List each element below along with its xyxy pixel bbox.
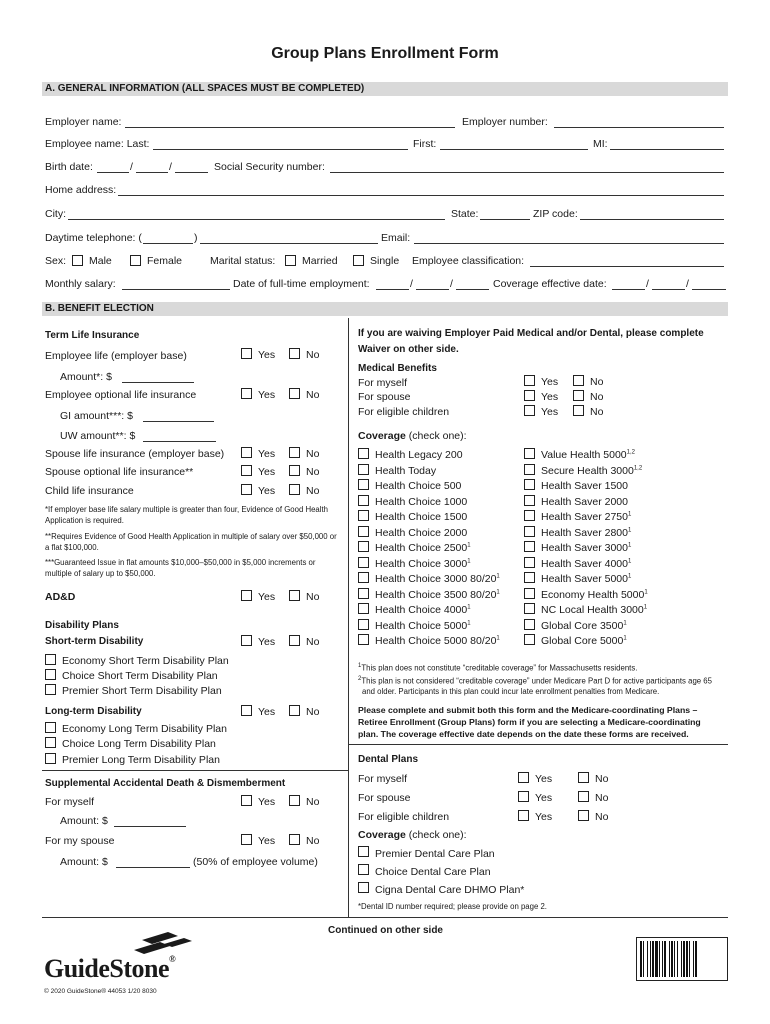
- medical-right-plan-checkbox[interactable]: [524, 479, 535, 490]
- medical-left-plan-checkbox[interactable]: [358, 464, 369, 475]
- notice-1: Please complete and submit both this form and the Medicare-coordinating Plans –: [358, 705, 698, 715]
- salary-field[interactable]: [122, 289, 230, 290]
- guidestone-logo: [44, 954, 175, 984]
- yes-label: Yes: [258, 706, 276, 718]
- spouse-life-yes-checkbox[interactable]: [241, 447, 252, 458]
- spouse-life-no-checkbox[interactable]: [289, 447, 300, 458]
- child-life-no-checkbox[interactable]: [289, 484, 300, 495]
- phone-field[interactable]: [200, 243, 378, 244]
- state-field[interactable]: [480, 219, 530, 220]
- barcode-bar: [659, 941, 660, 977]
- dental-spouse-label: For spouse: [358, 792, 411, 804]
- st-plan-checkbox[interactable]: [45, 684, 56, 695]
- medical-right-plan-label: Economy Health 5000$^1$: [541, 588, 648, 601]
- medical-left-plan-label: Health Choice 4000$^1$: [375, 604, 471, 616]
- barcode-icon: [636, 937, 728, 981]
- yes-label: Yes: [258, 485, 276, 497]
- medical-right-plan-checkbox[interactable]: [524, 619, 535, 630]
- female-checkbox[interactable]: [130, 255, 141, 266]
- footnote-ref: 1: [496, 573, 500, 580]
- medical-right-plan-checkbox[interactable]: [524, 603, 535, 614]
- barcode-bar: [643, 941, 644, 977]
- footnote-ref: 1,2: [626, 449, 635, 456]
- footnote-ref: 1: [627, 542, 632, 549]
- gi-amount-label: GI amount***: $: [60, 410, 133, 422]
- coverage-date-label: Coverage effective date:: [493, 278, 607, 290]
- no-label: No: [306, 389, 320, 401]
- city-field[interactable]: [68, 219, 445, 220]
- no-label: No: [306, 349, 320, 361]
- slash: /: [410, 278, 413, 290]
- footnote-ref: 1: [467, 558, 471, 564]
- fn-sup: 1: [358, 663, 362, 669]
- footnote-ref: 1: [627, 573, 632, 580]
- birth-date-label: Birth date:: [45, 161, 93, 173]
- medical-left-plan-checkbox[interactable]: [358, 510, 369, 521]
- dental-note: *Dental ID number required; please provide on page 2.: [358, 902, 547, 911]
- yes-label: Yes: [258, 636, 276, 648]
- medical-right-plan-label: Health Saver 5000$^1$: [541, 573, 632, 585]
- dental-plan-label: Cigna Dental Care DHMO Plan*: [375, 884, 525, 896]
- paren: ): [194, 232, 198, 244]
- medical-left-plan-label: Health Choice 5000$^1$: [375, 619, 471, 632]
- add-heading: AD&D: [45, 591, 76, 603]
- footnote-ref: 1: [627, 511, 632, 518]
- married-label: Married: [302, 255, 338, 267]
- supp-heading: Supplemental Accidental Death & Dismemberment: [45, 778, 286, 789]
- slash: /: [130, 161, 133, 173]
- yes-label: Yes: [258, 591, 276, 603]
- med-myself-yes-checkbox[interactable]: [524, 375, 535, 386]
- medical-left-plan-label: Health Choice 3000 $80/20^1$: [375, 573, 500, 585]
- medical-right-plan-label: Health Saver 4000$^1$: [541, 557, 632, 570]
- emp-life-no-checkbox[interactable]: [289, 348, 300, 359]
- footnote-ref: 1: [467, 620, 471, 626]
- med-children-label: For eligible children: [358, 406, 450, 418]
- medical-right-plan-checkbox[interactable]: [524, 464, 535, 475]
- mi-field[interactable]: [610, 149, 724, 150]
- footnote-ref: 1,2: [633, 465, 643, 471]
- cov-year-field[interactable]: [692, 289, 726, 290]
- medical-heading: Medical Benefits: [358, 363, 437, 374]
- home-address-field[interactable]: [118, 195, 724, 196]
- salary-label: Monthly salary:: [45, 278, 116, 290]
- slash: /: [646, 278, 649, 290]
- medical-left-plan-checkbox[interactable]: [358, 495, 369, 506]
- lt-plan-checkbox[interactable]: [45, 753, 56, 764]
- birth-month-field[interactable]: [97, 172, 129, 173]
- notice-3: plan. The coverage effective date depends on the date these forms are received.: [358, 729, 689, 739]
- medical-right-plan-label: Health Saver 2750$^1$: [541, 511, 632, 523]
- barcode-bar: [693, 941, 694, 977]
- male-checkbox[interactable]: [72, 255, 83, 266]
- long-term-no-checkbox[interactable]: [289, 705, 300, 716]
- uw-amount-field[interactable]: [143, 441, 216, 442]
- note-3: ***Guaranteed Issue in flat amounts $10,000–$50,000 in $5,000 increments or multiple of salary up to $50,000.: [45, 558, 316, 578]
- lt-plan-checkbox[interactable]: [45, 737, 56, 748]
- zip-label: ZIP code:: [533, 208, 578, 220]
- barcode-bar: [677, 941, 678, 977]
- email-label: Email:: [381, 232, 411, 244]
- barcode-bar: [674, 941, 675, 977]
- barcode-bar: [655, 941, 658, 977]
- footnote-ref: 1: [627, 558, 632, 564]
- note-2: **Requires Evidence of Good Health Application in multiple of salary over $50,000 or a flat $100,000.: [45, 532, 337, 552]
- female-label: Female: [147, 255, 183, 267]
- emp-opt-yes-checkbox[interactable]: [241, 388, 252, 399]
- check-one: (check one):: [408, 430, 467, 442]
- medical-left-plan-label: Health Choice 3500 $80/20^1$: [375, 588, 500, 601]
- ssn-label: Social Security number:: [214, 161, 325, 173]
- emp-life-yes-checkbox[interactable]: [241, 348, 252, 359]
- form-title: Group Plans Enrollment Form: [271, 45, 499, 62]
- slash: /: [169, 161, 172, 173]
- lt-plan-label: Economy Long Term Disability Plan: [62, 723, 227, 735]
- dental-spouse-yes-checkbox[interactable]: [518, 791, 529, 802]
- supp-myself-yes-checkbox[interactable]: [241, 795, 252, 806]
- yes-label: Yes: [535, 773, 553, 785]
- long-term-yes-checkbox[interactable]: [241, 705, 252, 716]
- medical-right-plan-checkbox[interactable]: [524, 588, 535, 599]
- medical-left-plan-checkbox[interactable]: [358, 588, 369, 599]
- pct-label: (50% of employee volume): [193, 856, 318, 868]
- yes-label: Yes: [258, 349, 276, 361]
- notice: [358, 704, 701, 740]
- continued-text: Continued on other side: [328, 925, 443, 936]
- divider: [348, 744, 728, 745]
- phone-label: Daytime telephone: (: [45, 232, 142, 244]
- med-children-yes-checkbox[interactable]: [524, 405, 535, 416]
- medical-left-plan-label: Health Choice 1000: [375, 495, 468, 508]
- doe-day-field[interactable]: [416, 289, 449, 290]
- no-label: No: [590, 391, 604, 403]
- barcode-bar: [640, 941, 642, 977]
- doe-label: Date of full-time employment:: [233, 278, 370, 290]
- supp-myself-label: For myself: [45, 796, 95, 808]
- footnote-ref: 1: [496, 635, 500, 642]
- short-term-yes-checkbox[interactable]: [241, 635, 252, 646]
- amount-field[interactable]: [122, 382, 194, 383]
- gi-amount-field[interactable]: [143, 421, 214, 422]
- medical-right-plan-label: Secure Health 3000$^{1,2}$: [541, 464, 643, 477]
- yes-label: Yes: [258, 389, 276, 401]
- lt-plan-label: Choice Long Term Disability Plan: [62, 738, 216, 750]
- medical-left-plan-checkbox[interactable]: [358, 479, 369, 490]
- footnote-ref: 1: [467, 604, 471, 611]
- barcode-bar: [669, 941, 670, 977]
- employer-name-label: Employer name:: [45, 116, 122, 128]
- copyright: © 2020 GuideStone® 44053 1/20 8030: [44, 988, 157, 995]
- footnote-2-text: This plan is not considered “creditable coverage” under Medicare Part D for active participants age 65: [361, 676, 712, 686]
- supp-myself-no-checkbox[interactable]: [289, 795, 300, 806]
- medical-right-plan-label: Value Health 5000$^{1,2}$: [541, 449, 635, 461]
- barcode-bar: [695, 941, 697, 977]
- dental-children-label: For eligible children: [358, 811, 450, 823]
- spouse-life-label: Spouse life insurance (employer base): [45, 448, 225, 460]
- med-myself-no-checkbox[interactable]: [573, 375, 584, 386]
- no-label: No: [306, 835, 320, 847]
- footnote-ref: 1: [627, 527, 632, 533]
- yes-label: Yes: [258, 466, 276, 478]
- no-label: No: [595, 792, 609, 804]
- no-label: No: [306, 636, 320, 648]
- short-term-heading: Short-term Disability: [45, 636, 144, 647]
- slash: /: [450, 278, 453, 290]
- amount-label: Amount*: $: [60, 371, 112, 383]
- yes-label: Yes: [258, 796, 276, 808]
- notice-2: Retiree Enrollment (Group Plans) form if you are selecting a Medicare-coordinating: [358, 717, 701, 727]
- yes-label: Yes: [535, 811, 553, 823]
- dental-coverage-label: [358, 829, 467, 841]
- no-label: No: [306, 485, 320, 497]
- footnote-ref: 1: [644, 589, 648, 595]
- employee-last-label: Employee name: Last:: [45, 138, 150, 150]
- footnote-ref: 1: [643, 604, 648, 611]
- footnote-2b: and older. Participants in this plan could incur late enrollment penalties from Medicare.: [362, 687, 660, 696]
- med-children-no-checkbox[interactable]: [573, 405, 584, 416]
- bottom-divider: [42, 917, 728, 918]
- no-label: No: [595, 773, 609, 785]
- barcode-bar: [683, 941, 685, 977]
- long-term-heading: Long-term Disability: [45, 706, 142, 717]
- barcode-bar: [681, 941, 682, 977]
- divider: [42, 770, 348, 771]
- short-term-no-checkbox[interactable]: [289, 635, 300, 646]
- medical-right-plan-checkbox[interactable]: [524, 541, 535, 552]
- coverage-label: [358, 430, 467, 442]
- supp-spouse-yes-checkbox[interactable]: [241, 834, 252, 845]
- email-field[interactable]: [414, 243, 724, 244]
- footnote-ref: 1: [623, 635, 627, 642]
- home-address-label: Home address:: [45, 184, 117, 196]
- guidestone-mark-icon: [120, 928, 200, 954]
- emp-opt-no-checkbox[interactable]: [289, 388, 300, 399]
- barcode-bar: [662, 941, 663, 977]
- footnote-1-text: This plan does not constitute “creditable coverage” for Massachusetts residents.: [361, 663, 638, 673]
- medical-left-plan-label: Health Legacy 200: [375, 449, 463, 461]
- dental-plan-label: Choice Dental Care Plan: [375, 866, 491, 878]
- spouse-opt-no-checkbox[interactable]: [289, 465, 300, 476]
- footnote-ref: 1: [623, 620, 627, 626]
- medical-right-plan-label: Health Saver 2000: [541, 495, 628, 508]
- sex-label: Sex:: [45, 255, 67, 267]
- fn-sup: 2: [358, 676, 362, 682]
- child-life-yes-checkbox[interactable]: [241, 484, 252, 495]
- term-life-heading: Term Life Insurance: [45, 330, 140, 341]
- spouse-optional-label: Spouse optional life insurance**: [45, 466, 194, 478]
- zip-field[interactable]: [580, 219, 724, 220]
- medical-right-plan-label: Health Saver 2800$^1$: [541, 526, 632, 539]
- med-myself-label: For myself: [358, 377, 408, 389]
- medical-left-plan-checkbox[interactable]: [358, 572, 369, 583]
- dental-myself-yes-checkbox[interactable]: [518, 772, 529, 783]
- med-spouse-yes-checkbox[interactable]: [524, 390, 535, 401]
- medical-right-plan-checkbox[interactable]: [524, 495, 535, 506]
- yes-label: Yes: [258, 835, 276, 847]
- employer-number-label: Employer number:: [462, 116, 548, 128]
- med-spouse-no-checkbox[interactable]: [573, 390, 584, 401]
- marital-label: Marital status:: [210, 255, 276, 267]
- medical-left-plan-checkbox[interactable]: [358, 603, 369, 614]
- cov-day-field[interactable]: [652, 289, 685, 290]
- birth-day-field[interactable]: [136, 172, 168, 173]
- footnote-1: [358, 661, 637, 674]
- classification-field[interactable]: [530, 266, 724, 267]
- medical-right-plan-checkbox[interactable]: [524, 526, 535, 537]
- dental-children-yes-checkbox[interactable]: [518, 810, 529, 821]
- st-plan-label: Economy Short Term Disability Plan: [62, 655, 229, 667]
- doe-month-field[interactable]: [376, 289, 409, 290]
- employer-number-field[interactable]: [554, 127, 724, 128]
- medical-left-plan-label: Health Choice 500: [375, 480, 462, 492]
- no-label: No: [306, 591, 320, 603]
- dental-myself-label: For myself: [358, 773, 408, 785]
- medical-right-plan-label: Health Saver 1500: [541, 480, 628, 492]
- medical-left-plan-label: Health Choice 2000: [375, 526, 468, 539]
- dental-plan-label: Premier Dental Care Plan: [375, 848, 495, 860]
- birth-year-field[interactable]: [175, 172, 208, 173]
- medical-right-plan-label: NC Local Health 3000$^1$: [541, 604, 648, 616]
- column-divider: [348, 318, 349, 918]
- city-label: City:: [45, 208, 66, 220]
- footnote-ref: 1: [496, 589, 500, 595]
- medical-left-plan-label: Health Today: [375, 464, 437, 477]
- child-life-label: Child life insurance: [45, 485, 134, 497]
- st-plan-label: Premier Short Term Disability Plan: [62, 685, 222, 697]
- waive-text-2: Waiver on other side.: [358, 344, 459, 355]
- yes-label: Yes: [541, 391, 559, 403]
- area-code-field[interactable]: [143, 243, 193, 244]
- dental-heading: Dental Plans: [358, 754, 419, 765]
- barcode-bar: [671, 941, 673, 977]
- medical-left-plan-checkbox[interactable]: [358, 448, 369, 459]
- state-label: State:: [451, 208, 479, 220]
- no-label: No: [306, 448, 320, 460]
- medical-right-plan-checkbox[interactable]: [524, 572, 535, 583]
- medical-left-plan-checkbox[interactable]: [358, 634, 369, 645]
- st-plan-checkbox[interactable]: [45, 669, 56, 680]
- disability-heading: Disability Plans: [45, 620, 119, 631]
- medical-right-plan-checkbox[interactable]: [524, 634, 535, 645]
- doe-year-field[interactable]: [456, 289, 489, 290]
- cov-month-field[interactable]: [612, 289, 645, 290]
- employer-name-field[interactable]: [125, 127, 455, 128]
- waive-text: If you are waiving Employer Paid Medical and/or Dental, please complete: [358, 328, 704, 339]
- yes-label: Yes: [541, 376, 559, 388]
- ssn-field[interactable]: [330, 172, 724, 173]
- coverage-word: Coverage: [358, 829, 406, 841]
- st-plan-label: Choice Short Term Disability Plan: [62, 670, 218, 682]
- med-spouse-label: For spouse: [358, 391, 411, 403]
- medical-left-plan-checkbox[interactable]: [358, 619, 369, 630]
- check-one: (check one):: [408, 829, 467, 841]
- section-b-heading: B. BENEFIT ELECTION: [45, 303, 154, 314]
- medical-right-plan-checkbox[interactable]: [524, 557, 535, 568]
- medical-right-plan-checkbox[interactable]: [524, 510, 535, 521]
- single-checkbox[interactable]: [353, 255, 364, 266]
- dental-myself-no-checkbox[interactable]: [578, 772, 589, 783]
- dental-plan-checkbox[interactable]: [358, 846, 369, 857]
- emp-optional-label: Employee optional life insurance: [45, 389, 197, 401]
- medical-left-plan-checkbox[interactable]: [358, 541, 369, 552]
- supp-amount-label: Amount: $: [60, 815, 108, 827]
- logo-text: GuideStone: [44, 954, 170, 983]
- section-a-heading: A. GENERAL INFORMATION (ALL SPACES MUST BE COMPLETED): [45, 83, 365, 94]
- mi-label: MI:: [593, 138, 608, 150]
- add-no-checkbox[interactable]: [289, 590, 300, 601]
- no-label: No: [306, 796, 320, 808]
- note-1: *If employer base life salary multiple is greater than four, Evidence of Good Health Application is required.: [45, 505, 329, 525]
- barcode-bar: [664, 941, 666, 977]
- registered-mark: ®: [169, 954, 176, 964]
- no-label: No: [306, 706, 320, 718]
- no-label: No: [595, 811, 609, 823]
- medical-left-plan-label: Health Choice 3000$^1$: [375, 557, 471, 570]
- slash: /: [686, 278, 689, 290]
- medical-left-plan-label: Health Choice 5000 $80/20^1$: [375, 635, 500, 647]
- uw-amount-label: UW amount**: $: [60, 430, 136, 442]
- medical-right-plan-label: Health Saver 3000$^1$: [541, 542, 632, 554]
- supp-amount-field[interactable]: [114, 826, 186, 827]
- classification-label: Employee classification:: [412, 255, 525, 267]
- no-label: No: [590, 406, 604, 418]
- lt-plan-checkbox[interactable]: [45, 722, 56, 733]
- medical-right-plan-label: Global Core 3500$^1$: [541, 619, 627, 632]
- yes-label: Yes: [258, 448, 276, 460]
- supp-spouse-label: For my spouse: [45, 835, 115, 847]
- footnote-ref: 1: [467, 542, 471, 549]
- medical-left-plan-label: Health Choice 2500$^1$: [375, 542, 471, 554]
- medical-left-plan-checkbox[interactable]: [358, 526, 369, 537]
- single-label: Single: [370, 255, 400, 267]
- emp-life-label: Employee life (employer base): [45, 350, 187, 362]
- first-name-label: First:: [413, 138, 437, 150]
- st-plan-checkbox[interactable]: [45, 654, 56, 665]
- lt-plan-label: Premier Long Term Disability Plan: [62, 754, 220, 766]
- first-name-field[interactable]: [440, 149, 588, 150]
- add-yes-checkbox[interactable]: [241, 590, 252, 601]
- supp-spouse-no-checkbox[interactable]: [289, 834, 300, 845]
- barcode-bar: [647, 941, 648, 977]
- medical-left-plan-checkbox[interactable]: [358, 557, 369, 568]
- no-label: No: [590, 376, 604, 388]
- medical-left-plan-label: Health Choice 1500: [375, 511, 468, 523]
- employee-last-field[interactable]: [153, 149, 408, 150]
- dental-plan-checkbox[interactable]: [358, 882, 369, 893]
- male-label: Male: [89, 255, 112, 267]
- yes-label: Yes: [535, 792, 553, 804]
- coverage-word: Coverage: [358, 430, 406, 442]
- barcode-bar: [686, 941, 688, 977]
- barcode-bar: [650, 941, 651, 977]
- no-label: No: [306, 466, 320, 478]
- dental-children-no-checkbox[interactable]: [578, 810, 589, 821]
- spouse-opt-yes-checkbox[interactable]: [241, 465, 252, 476]
- medical-right-plan-checkbox[interactable]: [524, 448, 535, 459]
- yes-label: Yes: [541, 406, 559, 418]
- footnote-2: [358, 674, 712, 687]
- dental-plan-checkbox[interactable]: [358, 864, 369, 875]
- barcode-bar: [689, 941, 690, 977]
- barcode-bar: [652, 941, 654, 977]
- supp-spouse-amount-label: Amount: $: [60, 856, 108, 868]
- married-checkbox[interactable]: [285, 255, 296, 266]
- medical-right-plan-label: Global Core 5000$^1$: [541, 635, 627, 647]
- dental-spouse-no-checkbox[interactable]: [578, 791, 589, 802]
- supp-spouse-amount-field[interactable]: [116, 867, 190, 868]
